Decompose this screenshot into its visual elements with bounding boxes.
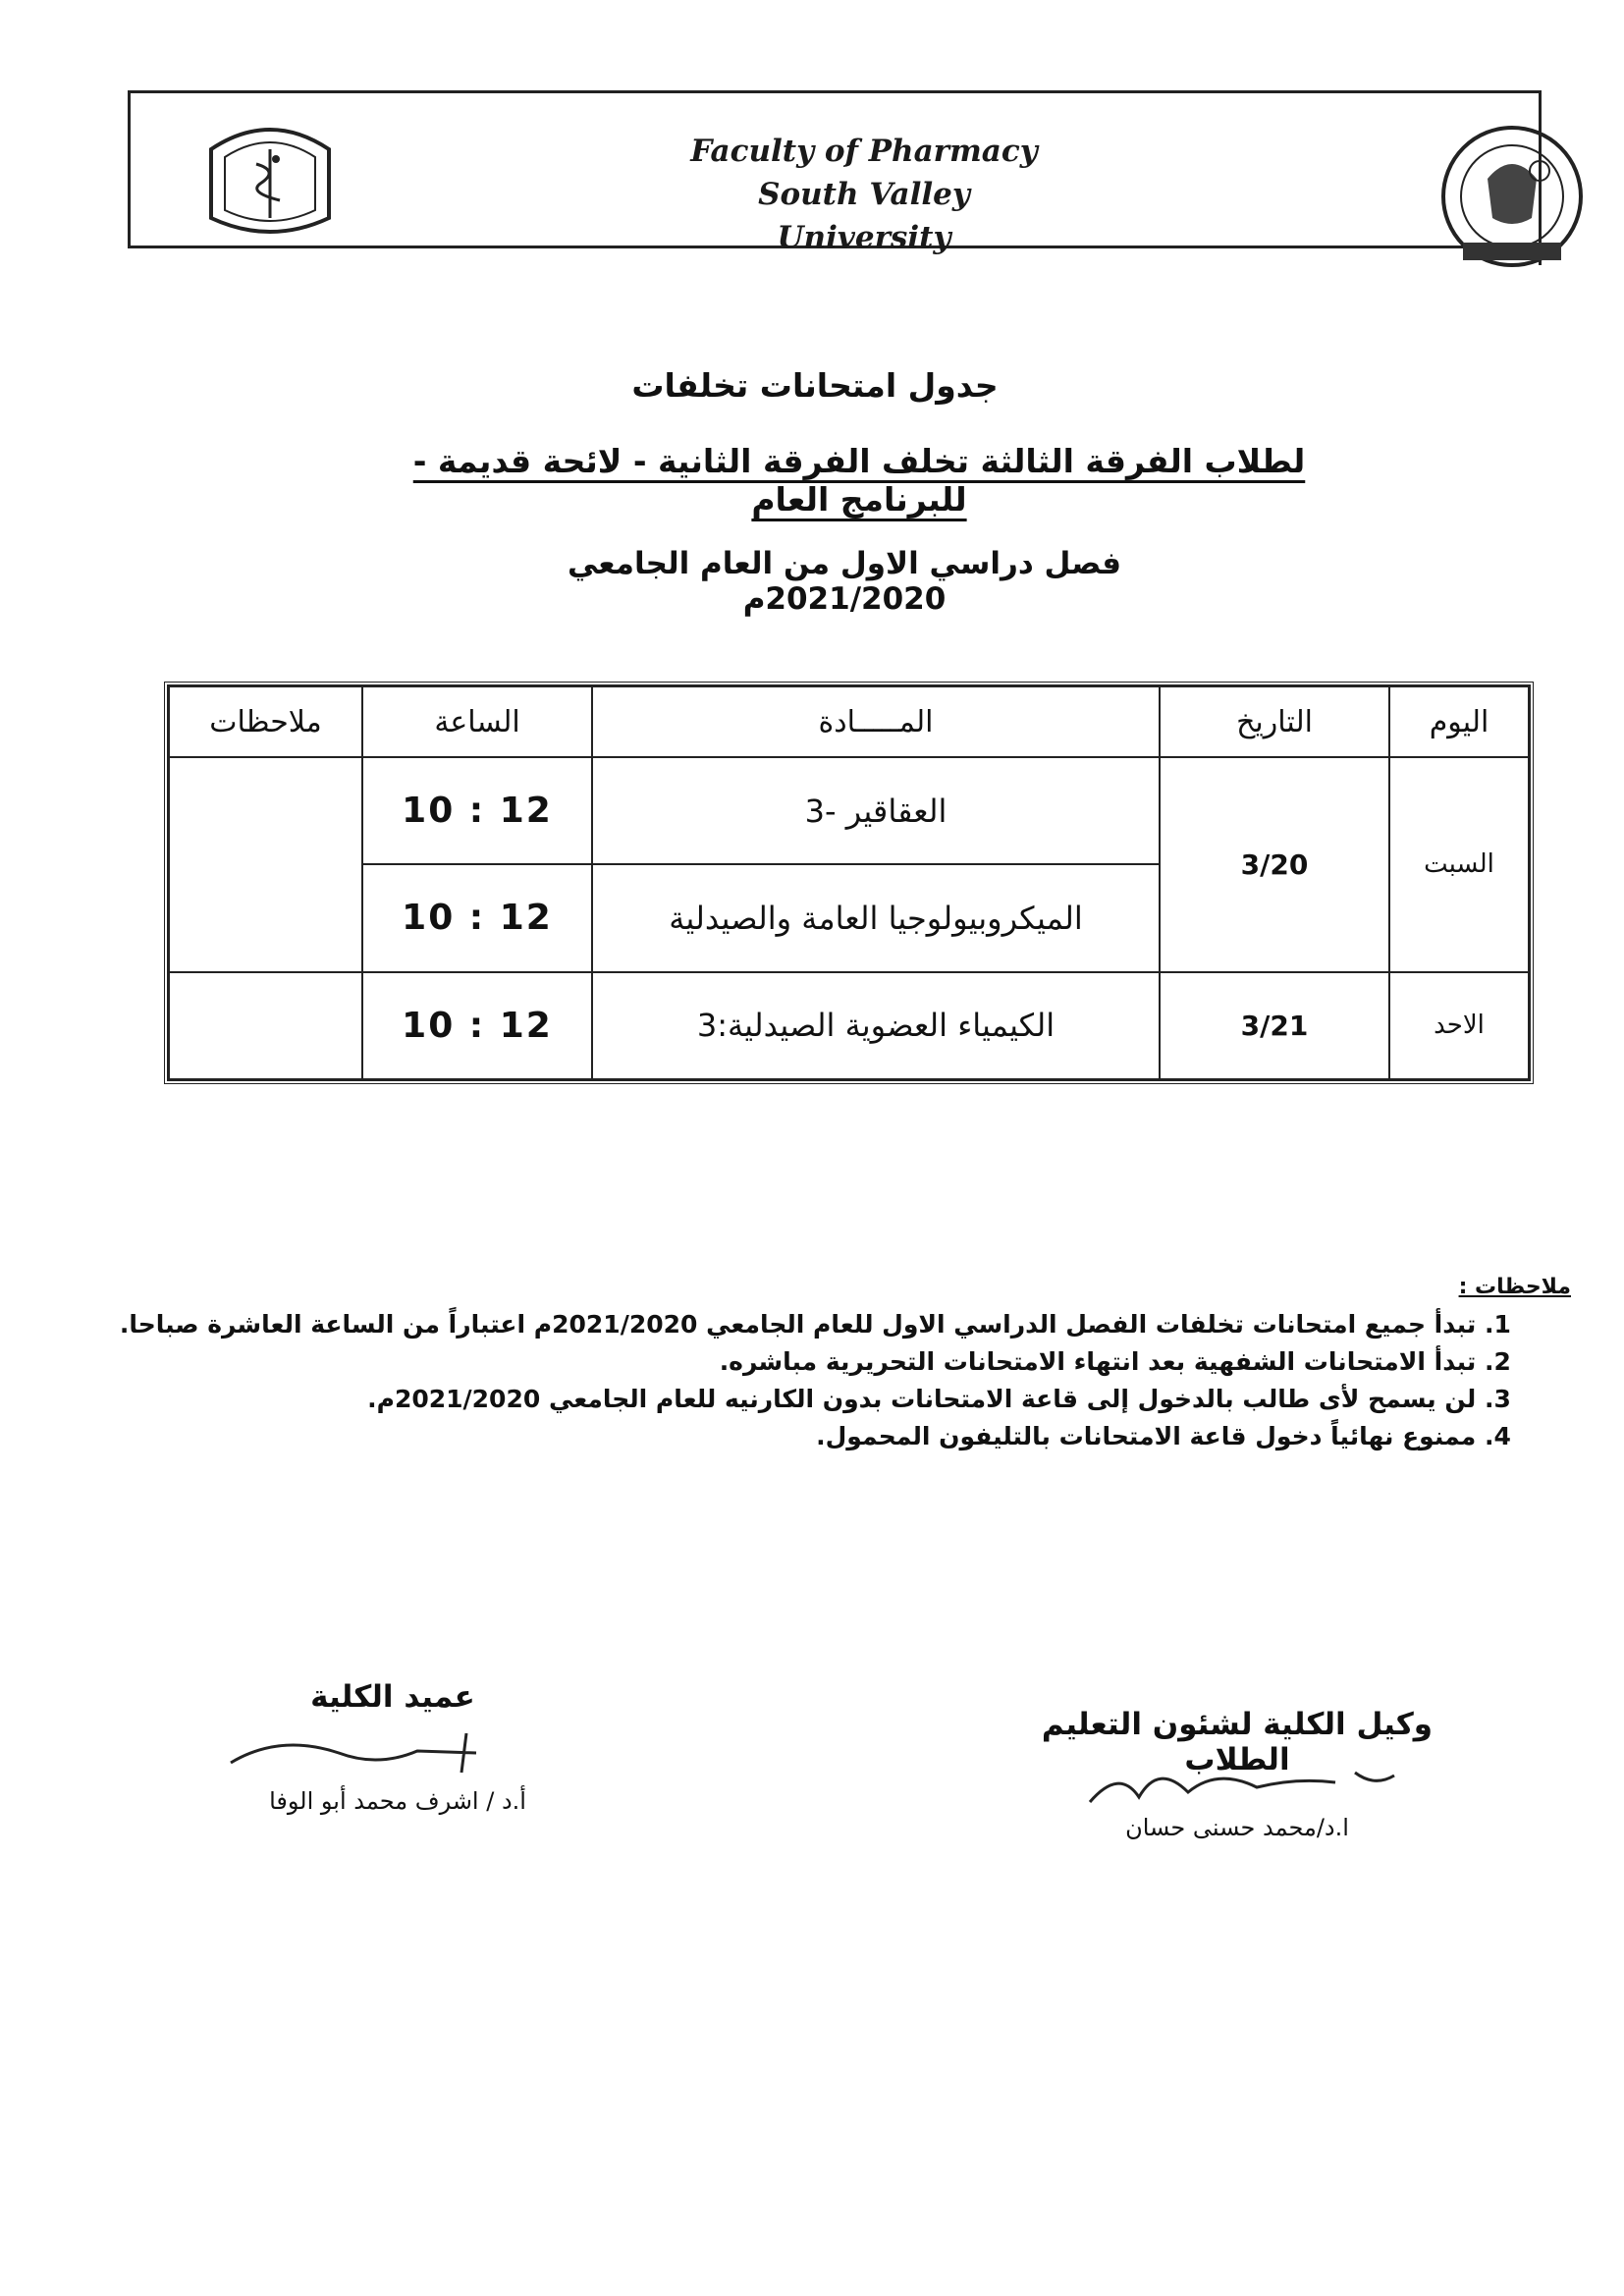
faculty-logo — [191, 110, 349, 247]
note-number: 4. — [1485, 1422, 1511, 1450]
university-seal — [1434, 120, 1591, 277]
note-number: 2. — [1485, 1347, 1511, 1376]
table-header-row — [169, 686, 1529, 757]
header-subject: المـــــادة — [592, 686, 1160, 757]
cell-time: 10 : 12 — [362, 864, 592, 971]
cell-subject: الميكروبيولوجيا العامة والصيدلية — [592, 864, 1160, 971]
list-item — [128, 1343, 1532, 1381]
cell-date: 3/21 — [1160, 972, 1389, 1079]
header-time: الساعة — [362, 686, 592, 757]
table-row — [169, 972, 1529, 1079]
cell-day: السبت — [1389, 757, 1529, 972]
document-subtitle: لطلاب الفرقة الثالثة تخلف الفرقة الثانية - لائحة قديمة - للبرنامج العام — [412, 442, 1306, 519]
cell-subject: الكيمياء العضوية الصيدلية:3 — [592, 972, 1160, 1079]
note-number: 1. — [1485, 1310, 1511, 1339]
university-name: South Valley University — [758, 177, 970, 255]
cell-date: 3/20 — [1160, 757, 1389, 972]
cell-notes — [169, 757, 362, 972]
vice-dean-title: وكيل الكلية لشئون التعليم الطلاب — [1041, 1707, 1434, 1777]
note-text: تبدأ جميع امتحانات تخلفات الفصل الدراسي الاول للعام الجامعي 2021/2020م اعتباراً من الساعة العاشرة صباحا. — [119, 1310, 1477, 1339]
document-title: جدول امتحانات تخلفات — [631, 366, 999, 405]
list-item — [128, 1418, 1532, 1455]
list-item — [128, 1381, 1532, 1418]
note-text: لن يسمح لأى طالب بالدخول إلى قاعة الامتحانات بدون الكارنيه للعام الجامعي 2021/2020م. — [367, 1385, 1477, 1413]
faculty-name: Faculty of Pharmacy — [690, 134, 1038, 169]
cell-time: 10 : 12 — [362, 972, 592, 1079]
note-number: 3. — [1485, 1385, 1511, 1413]
cell-time: 10 : 12 — [362, 757, 592, 864]
header-day: اليوم — [1389, 686, 1529, 757]
header-date: التاريخ — [1160, 686, 1389, 757]
faculty-title — [668, 130, 1060, 259]
notes-list — [119, 1306, 1532, 1455]
vice-dean-name: ا.د/محمد حسنى حسان — [1125, 1814, 1349, 1841]
document-term: فصل دراسي الاول من العام الجامعي 2021/2020م — [567, 546, 1122, 617]
header-notes: ملاحظات — [169, 686, 362, 757]
list-item — [119, 1306, 1532, 1343]
exam-schedule-table — [164, 682, 1534, 1084]
table-row — [169, 757, 1529, 864]
cell-notes — [169, 972, 362, 1079]
vice-dean-signature — [1080, 1758, 1414, 1817]
dean-signature — [221, 1723, 515, 1782]
note-text: ممنوع نهائياً دخول قاعة الامتحانات بالتليفون المحمول. — [816, 1422, 1477, 1450]
dean-title: عميد الكلية — [310, 1679, 475, 1715]
note-text: تبدأ الامتحانات الشفهية بعد انتهاء الامتحانات التحريرية مباشره. — [719, 1347, 1477, 1376]
dean-name: أ.د / اشرف محمد أبو الوفا — [269, 1787, 526, 1815]
cell-day: الاحد — [1389, 972, 1529, 1079]
notes-label: ملاحظات : — [1458, 1275, 1571, 1299]
cell-subject: العقاقير -3 — [592, 757, 1160, 864]
